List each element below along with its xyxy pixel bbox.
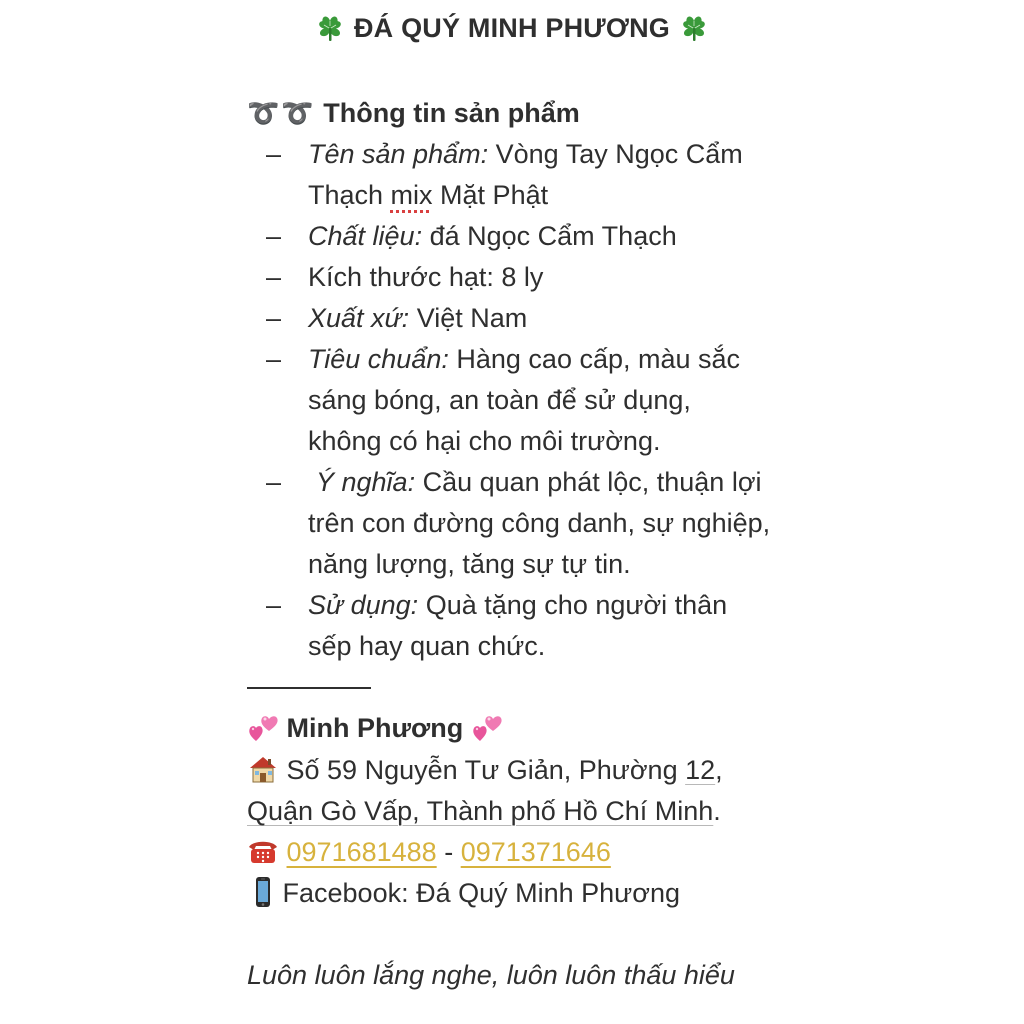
list-item-material [308, 216, 677, 257]
address-line-1: Số 59 Nguyễn Tư Giản, Phường [286, 755, 686, 785]
two-hearts-icon [247, 711, 279, 743]
item-value: đá Ngọc Cẩm Thạch [429, 221, 677, 251]
item-label: Tên sản phẩm: [308, 139, 489, 169]
page-title: ĐÁ QUÝ MINH PHƯƠNG [353, 13, 671, 43]
list-item-product-name-cont [308, 175, 548, 216]
clover-icon [314, 12, 346, 44]
swirl-loop-icon: ➰➰ [247, 98, 316, 128]
address-line-2-link[interactable]: Quận Gò Vấp, Thành phố Hồ Chí Minh [247, 796, 714, 826]
phone-link-2[interactable]: 0971371646 [460, 837, 611, 867]
item-label: Ý nghĩa: [316, 467, 416, 497]
item-value: Việt Nam [416, 303, 528, 333]
item-value-line: sếp hay quan chức. [308, 631, 546, 661]
list-bullet: – [266, 467, 282, 497]
page-title-row [0, 12, 1024, 44]
house-icon [247, 753, 279, 785]
item-value-line: sáng bóng, an toàn để sử dụng, [308, 385, 691, 415]
list-bullet: – [266, 590, 282, 620]
address-row-2 [247, 791, 721, 832]
contact-name-row [247, 708, 503, 749]
item-value: Thạch [308, 180, 391, 210]
phone-separator: - [436, 837, 461, 867]
item-value: Vòng Tay Ngọc Cẩm [495, 139, 743, 169]
item-value: Hàng cao cấp, màu sắc [456, 344, 741, 374]
address-row [247, 750, 723, 791]
item-value-line: không có hại cho môi trường. [308, 426, 661, 456]
spellcheck-word[interactable]: mix [390, 180, 433, 210]
contact-name: Minh Phương [286, 713, 464, 743]
two-hearts-icon [471, 711, 503, 743]
item-value: Mặt Phật [432, 180, 549, 210]
list-bullet: – [266, 303, 282, 333]
section-heading-text: Thông tin sản phẩm [323, 98, 580, 128]
item-label: Sử dụng: [308, 590, 419, 620]
address-number-link[interactable]: 12 [685, 755, 716, 785]
address-period: . [713, 796, 721, 826]
list-item-meaning [316, 462, 762, 503]
list-bullet: – [266, 344, 282, 374]
clover-icon [678, 12, 710, 44]
list-item-usage [308, 585, 727, 626]
item-value: Cầu quan phát lộc, thuận lợi [422, 467, 762, 497]
item-value: Quà tặng cho người thân [425, 590, 728, 620]
mobile-phone-icon [247, 876, 279, 908]
item-label: Chất liệu: [308, 221, 423, 251]
list-item-standard [308, 339, 740, 380]
item-label: Tiêu chuẩn: [308, 344, 449, 374]
slogan: Luôn luôn lắng nghe, luôn luôn thấu hiểu [247, 960, 735, 990]
phone-row [247, 832, 611, 873]
address-comma: , [715, 755, 723, 785]
list-item-product-name [308, 134, 743, 175]
section-heading [247, 93, 580, 134]
telephone-icon [247, 835, 279, 867]
item-label: Xuất xứ: [308, 303, 410, 333]
list-item-origin [308, 298, 527, 339]
phone-link-1[interactable]: 0971681488 [286, 837, 437, 867]
list-bullet: – [266, 262, 282, 292]
list-bullet: – [266, 139, 282, 169]
facebook-text: Facebook: Đá Quý Minh Phương [282, 878, 680, 908]
item-label: Kích thước hạt: 8 ly [308, 262, 544, 292]
list-item-bead-size [308, 257, 543, 298]
list-bullet: – [266, 221, 282, 251]
facebook-row [247, 873, 680, 914]
item-value-line: trên con đường công danh, sự nghiệp, [308, 508, 771, 538]
item-value-line: năng lượng, tăng sự tự tin. [308, 549, 631, 579]
divider [247, 687, 371, 689]
